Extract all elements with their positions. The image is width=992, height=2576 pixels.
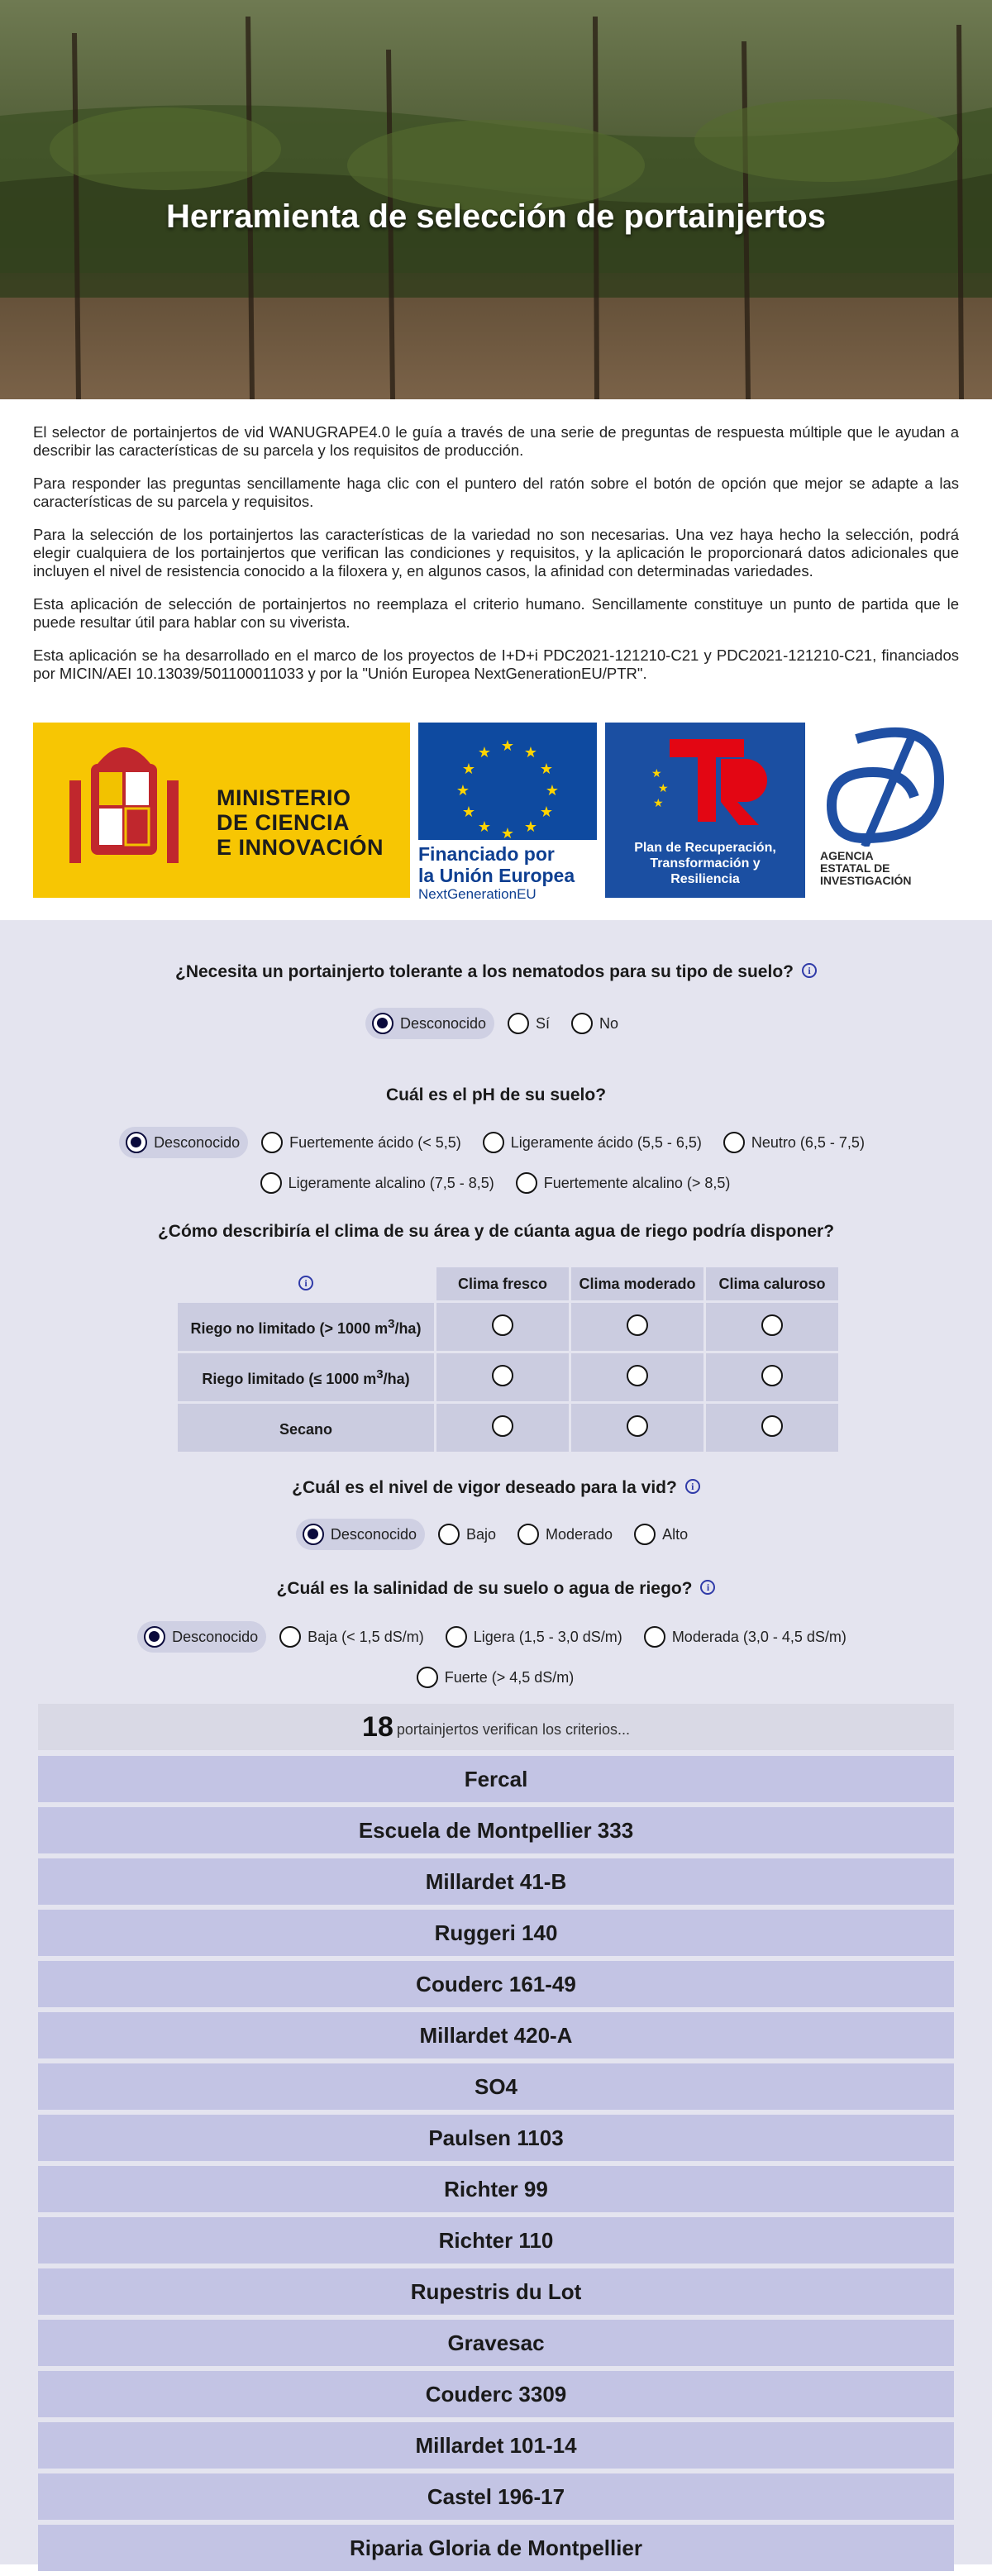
option-fuerte[interactable]: Fuerte (> 4,5 dS/m) (410, 1662, 583, 1693)
ministerio-logo (33, 723, 410, 898)
rootstock-item[interactable]: Paulsen 1103 (38, 2115, 954, 2161)
option-neutro[interactable]: Neutro (6,5 - 7,5) (717, 1127, 873, 1158)
option-ligeramente-acido[interactable]: Ligeramente ácido (5,5 - 6,5) (476, 1127, 710, 1158)
grid-cell[interactable] (706, 1303, 838, 1351)
svg-text:★: ★ (539, 804, 554, 821)
option-desconocido[interactable]: Desconocido (137, 1621, 266, 1653)
svg-text:★: ★ (461, 761, 476, 778)
svg-text:★: ★ (651, 767, 662, 780)
radio-button[interactable] (303, 1524, 324, 1545)
grid-cell[interactable] (571, 1404, 703, 1452)
radio-button[interactable] (492, 1415, 513, 1437)
rootstock-item[interactable]: Escuela de Montpellier 333 (38, 1807, 954, 1853)
grid-corner (178, 1267, 434, 1300)
rootstock-item[interactable]: Richter 99 (38, 2166, 954, 2212)
option-ligera[interactable]: Ligera (1,5 - 3,0 dS/m) (439, 1621, 631, 1653)
question-title: Cuál es el pH de su suelo? (385, 1085, 607, 1104)
question-salinidad (0, 1579, 992, 1599)
logo-text: Financiado por (418, 843, 555, 865)
result-caption: portainjertos verifican los criterios... (396, 1720, 630, 1738)
radio-button[interactable] (492, 1365, 513, 1386)
rootstock-item[interactable]: Richter 110 (38, 2217, 954, 2264)
radio-button[interactable] (438, 1524, 460, 1545)
ph-options-row2 (0, 1167, 992, 1199)
rootstock-item[interactable]: Couderc 3309 (38, 2371, 954, 2417)
svg-text:★: ★ (523, 744, 538, 761)
tr-mark-icon (605, 723, 805, 838)
logo-text: Plan de Recuperación, (634, 841, 776, 855)
svg-text:★: ★ (477, 744, 492, 761)
radio-button[interactable] (372, 1013, 393, 1034)
radio-button[interactable] (508, 1013, 529, 1034)
info-icon[interactable]: i (685, 1479, 700, 1494)
question-ph (0, 1085, 992, 1105)
option-no[interactable]: No (565, 1008, 627, 1039)
intro-paragraph: Para la selección de los portainjertos las características de la variedad no son necesarias. Una vez haya hecho la selección, podrá elegir cualquiera de los portainjertos que verifican las condiciones y requisitos, y la aplicación le proporcionará datos adicionales que incluyen el nivel de resistencia conocido a la filoxera y, en algunos casos, la afinidad con determinadas variedades. (33, 526, 959, 580)
grid-cell[interactable] (571, 1353, 703, 1401)
nematodos-options (0, 1008, 992, 1039)
column-header: Clima fresco (436, 1267, 569, 1300)
salinidad-options-row1 (0, 1621, 992, 1653)
radio-button[interactable] (492, 1314, 513, 1336)
rootstock-item[interactable]: Riparia Gloria de Montpellier (38, 2525, 954, 2571)
column-header: Clima caluroso (706, 1267, 838, 1300)
salinidad-options-row2 (0, 1662, 992, 1693)
svg-text:★: ★ (545, 782, 560, 799)
aei-logo (815, 723, 959, 898)
option-si[interactable]: Sí (501, 1008, 558, 1039)
grid-cell[interactable] (436, 1404, 569, 1452)
radio-button[interactable] (517, 1524, 539, 1545)
rootstock-item[interactable]: Rupestris du Lot (38, 2268, 954, 2315)
logo-text: Resiliencia (670, 872, 740, 886)
intro-paragraph: Esta aplicación de selección de portainjertos no reemplaza el criterio humano. Sencillamente constituye un punto de partida que le puede resultar útil para hablar con su viverista. (33, 595, 959, 631)
radio-button[interactable] (644, 1626, 665, 1648)
column-header: Clima moderado (571, 1267, 703, 1300)
logo-text: Transformación y (650, 856, 761, 871)
logo-text: INVESTIGACIÓN (820, 874, 912, 887)
radio-button[interactable] (260, 1172, 282, 1194)
logo-text: la Unión Europea (418, 865, 575, 886)
rootstock-item[interactable]: Fercal (38, 1756, 954, 1802)
option-ligeramente-alcalino[interactable]: Ligeramente alcalino (7,5 - 8,5) (254, 1167, 503, 1199)
svg-text:★: ★ (455, 782, 470, 799)
radio-button[interactable] (417, 1667, 438, 1688)
svg-text:★: ★ (653, 797, 664, 810)
logo-text: DE CIENCIA (217, 810, 351, 835)
svg-text:★: ★ (477, 818, 492, 836)
info-icon[interactable]: i (700, 1580, 715, 1595)
intro-paragraph: Esta aplicación se ha desarrollado en el marco de los proyectos de I+D+i PDC2021-121210-C21 y PDC2021-121210-C21, financiados por MICIN/AEI 10.13039/501100011033 y por la "Unión Europea NextGenerationEU/PTR". (33, 646, 959, 682)
row-header: Riego limitado (≤ 1000 $m^3/ha$) (178, 1353, 434, 1401)
logo-text: MINISTERIO (217, 785, 351, 810)
radio-button[interactable] (627, 1365, 648, 1386)
radio-button[interactable] (761, 1415, 783, 1437)
result-count: 18 (362, 1710, 393, 1743)
option-baja[interactable]: Baja (< 1,5 dS/m) (273, 1621, 432, 1653)
rootstock-item[interactable]: Millardet 41-B (38, 1858, 954, 1905)
radio-button[interactable] (261, 1132, 283, 1153)
radio-button[interactable] (761, 1365, 783, 1386)
radio-button[interactable] (446, 1626, 467, 1648)
question-vigor (0, 1478, 992, 1498)
intro-paragraph: Para responder las preguntas sencillamente haga clic con el puntero del ratón sobre el botón de opción que mejor se adapte a las características de su parcela y requisitos. (33, 475, 959, 510)
svg-text:★: ★ (500, 825, 515, 840)
radio-button[interactable] (126, 1132, 147, 1153)
radio-button[interactable] (627, 1314, 648, 1336)
svg-text:★: ★ (658, 782, 669, 795)
logo-text: NextGenerationEU (418, 886, 537, 902)
svg-text:★: ★ (523, 818, 538, 836)
question-nematodos (0, 962, 992, 982)
eu-flag-icon (418, 723, 597, 840)
grid-cell[interactable] (706, 1404, 838, 1452)
question-title: ¿Cuál es el nivel de vigor deseado para la vid? (292, 1478, 677, 1497)
row-header: Riego no limitado (> 1000 $m^3/ha$) (178, 1303, 434, 1351)
row-header: Secano (178, 1404, 434, 1452)
ph-options-row1 (0, 1127, 992, 1158)
option-moderado[interactable]: Moderado (511, 1519, 621, 1550)
option-fuertemente-acido[interactable]: Fuertemente ácido (< 5,5) (255, 1127, 470, 1158)
option-desconocido[interactable]: Desconocido (296, 1519, 425, 1550)
hero-banner (0, 0, 992, 399)
option-alto[interactable]: Alto (627, 1519, 696, 1550)
option-moderada[interactable]: Moderada (3,0 - 4,5 dS/m) (637, 1621, 855, 1653)
rootstock-item[interactable]: SO4 (38, 2063, 954, 2110)
radio-button[interactable] (761, 1314, 783, 1336)
rootstock-list (38, 1756, 954, 2576)
clima-riego-grid (175, 1265, 841, 1454)
info-icon[interactable]: i (298, 1276, 313, 1290)
option-desconocido[interactable]: Desconocido (119, 1127, 248, 1158)
svg-text:★: ★ (539, 761, 554, 778)
logo-text: AGENCIA (820, 849, 874, 862)
funding-logos (33, 718, 959, 901)
rootstock-item[interactable]: Ruggeri 140 (38, 1910, 954, 1956)
grid-cell[interactable] (436, 1353, 569, 1401)
intro-paragraph: El selector de portainjertos de vid WANUGRAPE4.0 le guía a través de una serie de preguntas de respuesta múltiple que le ayudan a describir las características de su parcela y los requisitos de producción. (33, 423, 959, 459)
prtr-logo (605, 723, 805, 898)
aei-mark-icon (815, 723, 959, 847)
question-clima (0, 1222, 992, 1242)
coat-of-arms-icon (33, 723, 198, 898)
page-title: Herramienta de selección de portainjertos (165, 198, 827, 235)
rootstock-item[interactable]: Gravesac (38, 2320, 954, 2366)
radio-button[interactable] (279, 1626, 301, 1648)
svg-text:★: ★ (461, 804, 476, 821)
question-title: ¿Necesita un portainjerto tolerante a los nematodos para su tipo de suelo? (175, 962, 794, 981)
radio-button[interactable] (483, 1132, 504, 1153)
option-fuertemente-alcalino[interactable]: Fuertemente alcalino (> 8,5) (509, 1167, 739, 1199)
svg-text:★: ★ (500, 737, 515, 755)
radio-button[interactable] (634, 1524, 656, 1545)
grid-cell[interactable] (706, 1353, 838, 1401)
vigor-options (0, 1519, 992, 1550)
question-title: ¿Cómo describiría el clima de su área y de cúanta agua de riego podría disponer? (157, 1222, 835, 1241)
option-desconocido[interactable]: Desconocido (365, 1008, 494, 1039)
results-summary (38, 1704, 954, 1750)
radio-button[interactable] (516, 1172, 537, 1194)
intro-text (33, 423, 959, 698)
rootstock-item[interactable]: Couderc 161-49 (38, 1961, 954, 2007)
logo-text: E INNOVACIÓN (217, 835, 384, 860)
eu-logo (418, 723, 597, 902)
question-title: ¿Cuál es la salinidad de su suelo o agua de riego? (276, 1579, 693, 1598)
radio-button[interactable] (627, 1415, 648, 1437)
rootstock-item[interactable]: Millardet 420-A (38, 2012, 954, 2058)
option-bajo[interactable]: Bajo (432, 1519, 504, 1550)
radio-button[interactable] (571, 1013, 593, 1034)
rootstock-item[interactable]: Millardet 101-14 (38, 2422, 954, 2469)
grid-cell[interactable] (436, 1303, 569, 1351)
radio-button[interactable] (723, 1132, 745, 1153)
radio-button[interactable] (144, 1626, 165, 1648)
grid-cell[interactable] (571, 1303, 703, 1351)
info-icon[interactable]: i (802, 963, 817, 978)
rootstock-item[interactable]: Castel 196-17 (38, 2473, 954, 2520)
logo-text: ESTATAL DE (820, 861, 890, 875)
